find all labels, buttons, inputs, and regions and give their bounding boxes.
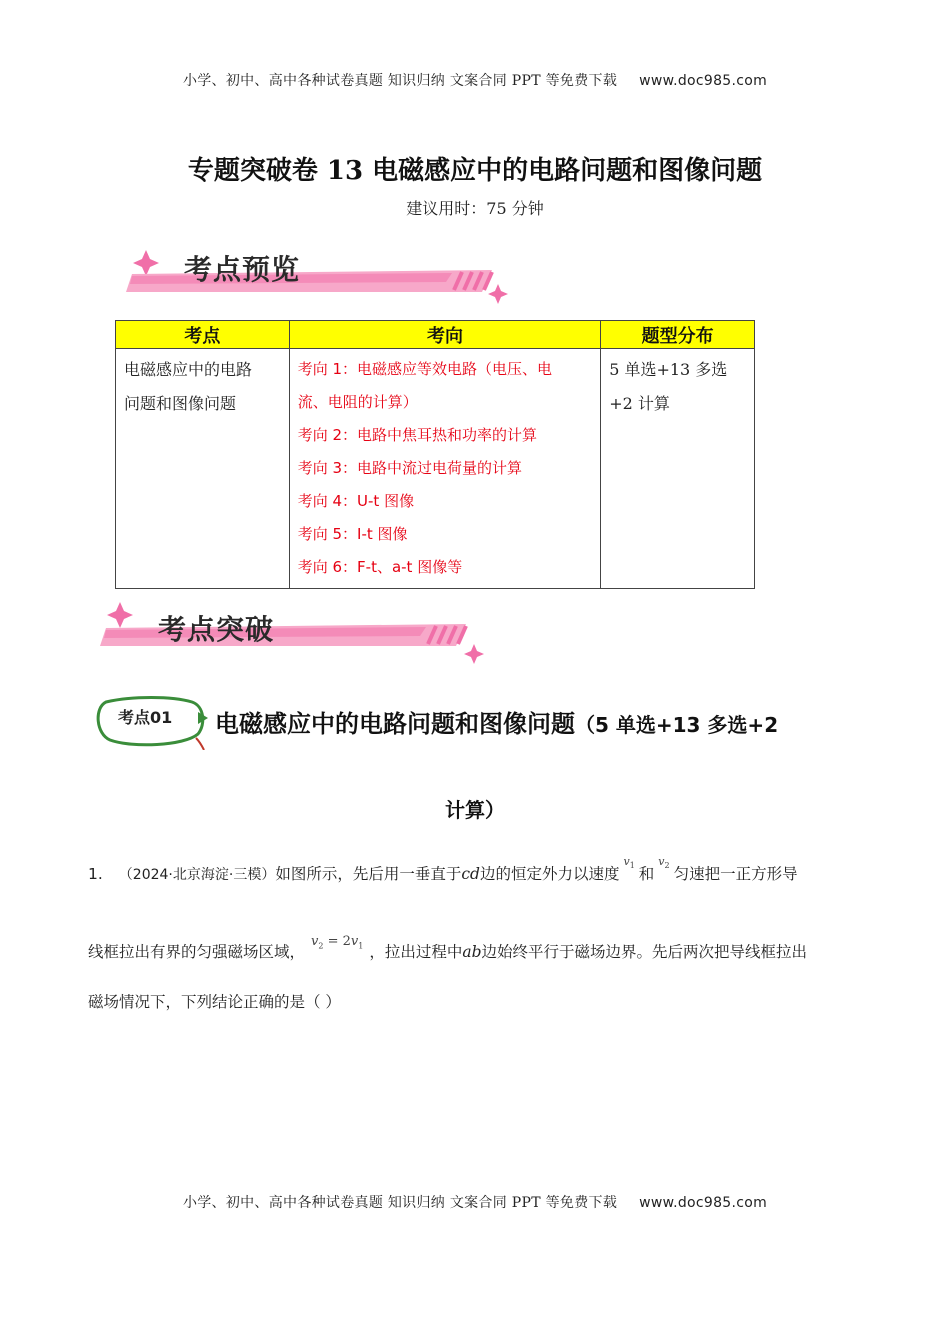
direction-6: 考向 6：F-t、a-t 图像等 [297, 558, 463, 576]
symbol-v1 [623, 855, 635, 871]
header-text: 小学、初中、高中各种试卷真题 知识归纳 文案合同 PPT 等免费下载 [182, 73, 618, 89]
table-header-row [116, 321, 755, 349]
footer-text: 小学、初中、高中各种试卷真题 知识归纳 文案合同 PPT 等免费下载 [182, 1195, 618, 1211]
point-badge [92, 694, 212, 754]
banner-breakthrough-graphic [96, 598, 496, 670]
page-footer [0, 1192, 950, 1212]
page-title: 专题突破卷 13 电磁感应中的电路问题和图像问题 [187, 156, 763, 186]
question-1-line-3: 磁场情况下，下列结论正确的是（ ） [88, 993, 341, 1011]
symbol-v2 [658, 855, 670, 871]
distribution-line-2: +2 计算 [609, 394, 670, 413]
suggested-time: 建议用时：75 分钟 [406, 199, 544, 218]
question-1-line-2 [88, 934, 808, 963]
question-text-2a: 线框拉出有界的匀强磁场区域， [88, 943, 306, 961]
eq-middle: = 2 [323, 934, 351, 949]
page-header [0, 70, 950, 90]
header-distribution: 题型分布 [601, 321, 755, 349]
direction-3: 考向 3：电路中流过电荷量的计算 [297, 459, 523, 477]
banner-preview-label: 考点预览 [184, 253, 301, 286]
question-text-2c: 边始终平行于磁场边界。先后两次把导线框拉出 [481, 943, 808, 961]
banner-breakthrough [96, 598, 496, 670]
table-row [116, 349, 755, 589]
v2-letter: v [658, 855, 665, 868]
banner-preview [122, 236, 522, 308]
v1-letter: v [623, 855, 630, 868]
equation-v2-2v1 [311, 934, 363, 949]
direction-5: 考向 5：I-t 图像 [297, 525, 408, 543]
question-text-1a: 如图所示，先后用一垂直于 [275, 865, 462, 883]
footer-site[interactable]: www.doc985.com [639, 1195, 768, 1211]
point-line-2: 问题和图像问题 [124, 394, 237, 413]
cell-point [116, 349, 290, 589]
eq-sub-right: 1 [358, 941, 364, 951]
eq-v-left: v [311, 934, 319, 949]
direction-2: 考向 2：电路中焦耳热和功率的计算 [297, 426, 538, 444]
direction-1a: 考向 1：电磁感应等效电路（电压、电 [297, 360, 553, 378]
header-site[interactable]: www.doc985.com [639, 73, 768, 89]
label-ab: ab [462, 943, 482, 961]
badge-label: 考点01 [118, 708, 173, 727]
section-heading-continued: 计算） [445, 798, 505, 822]
section-heading [215, 704, 875, 739]
eq-sub-left: 2 [318, 941, 324, 951]
banner-breakthrough-label: 考点突破 [158, 613, 275, 646]
label-cd: cd [461, 865, 480, 883]
v1-sub: 1 [629, 861, 635, 871]
banner-preview-graphic [122, 236, 522, 308]
question-text-2b: ，拉出过程中 [369, 943, 463, 961]
section-heading-count: （5 单选+13 多选+2 [575, 713, 779, 737]
distribution-line-1: 5 单选+13 多选 [609, 360, 728, 379]
section-heading-title: 电磁感应中的电路问题和图像问题 [215, 710, 575, 738]
v2-sub: 2 [664, 861, 670, 871]
question-text-1c: 匀速把一正方形导 [673, 865, 798, 883]
question-source: （2024·北京海淀·三模） [118, 867, 276, 883]
header-point: 考点 [116, 321, 290, 349]
direction-1b: 流、电阻的计算） [297, 393, 418, 411]
question-1-line-1 [88, 855, 798, 884]
question-number: 1. [88, 865, 103, 883]
cell-directions [289, 349, 600, 589]
question-text-and: 和 [638, 865, 655, 883]
question-text-1b: 边的恒定外力以速度 [479, 865, 620, 883]
point-line-1: 电磁感应中的电路 [124, 360, 253, 379]
preview-table [115, 320, 755, 589]
eq-v-right: v [350, 934, 359, 949]
header-direction: 考向 [289, 321, 600, 349]
direction-4: 考向 4：U-t 图像 [297, 492, 415, 510]
cell-distribution [601, 349, 755, 589]
